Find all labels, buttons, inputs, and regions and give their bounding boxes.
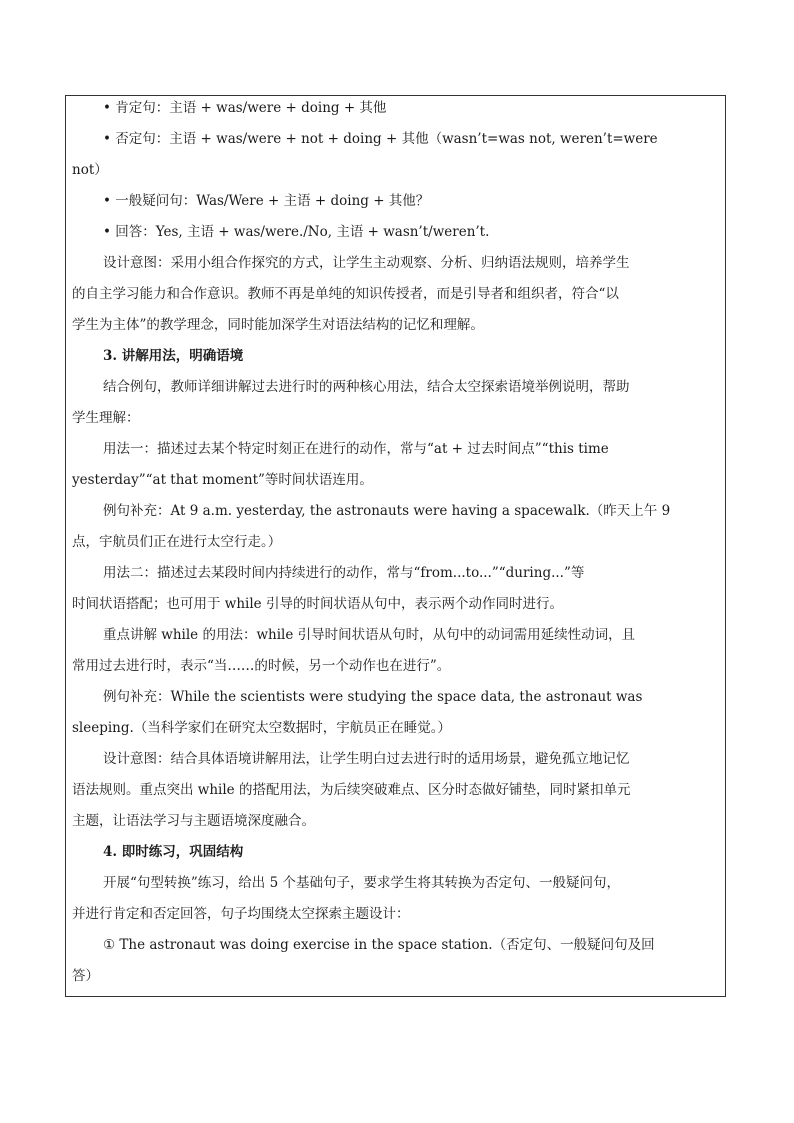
exercise-item-1: 答） [72,968,99,984]
exercise-item-1: ① The astronaut was doing exercise in the space station.（否定句、一般疑问句及回 [103,937,655,953]
body-paragraph: 结合例句，教师详细讲解过去进行时的两种核心用法，结合太空探索语境举例说明，帮助 [103,379,630,395]
rule-answer: • 回答：Yes, 主语 + was/were./No, 主语 + wasn’t/weren’t. [103,224,490,240]
rule-affirmative: • 肯定句：主语 + was/were + doing + 其他 [103,100,387,116]
design-intent-paragraph: 主题，让语法学习与主题语境深度融合。 [72,813,315,829]
design-intent-paragraph: 学生为主体”的教学理念，同时能加深学生对语法结构的记忆和理解。 [72,317,484,333]
usage-one-paragraph: 用法一：描述过去某个特定时刻正在进行的动作，常与“at + 过去时间点”“this time [103,441,609,457]
body-paragraph: 学生理解： [72,410,140,426]
section-heading-3: 3. 讲解用法，明确语境 [103,348,244,364]
practice-paragraph: 开展“句型转换”练习，给出 5 个基础句子，要求学生将其转换为否定句、一般疑问句， [103,875,620,891]
design-intent-paragraph: 设计意图：结合具体语境讲解用法，让学生明白过去进行时的适用场景，避免孤立地记忆 [103,751,630,767]
design-intent-paragraph: 的自主学习能力和合作意识。教师不再是单纯的知识传授者，而是引导者和组织者，符合“以 [72,286,619,302]
usage-two-paragraph: 用法二：描述过去某段时间内持续进行的动作，常与“from...to...”“during...”等 [103,565,585,581]
example-paragraph: 例句补充：At 9 a.m. yesterday, the astronauts were having a spacewalk.（昨天上午 9 [103,503,671,519]
example-paragraph: 例句补充：While the scientists were studying the space data, the astronaut was [103,689,643,705]
usage-one-paragraph: yesterday”“at that moment”等时间状语连用。 [72,472,373,488]
rule-negative: • 否定句：主语 + was/were + not + doing + 其他（wasn’t=was not, weren’t=were [103,131,658,147]
section-heading-4: 4. 即时练习，巩固结构 [103,844,244,860]
example-paragraph: 点，宇航员们正在进行太空行走。） [72,534,282,550]
design-intent-paragraph: 语法规则。重点突出 while 的搭配用法，为后续突破难点、区分时态做好铺垫，同时紧扣单元 [72,782,631,798]
example-paragraph: sleeping.（当科学家们在研究太空数据时，宇航员正在睡觉。） [72,720,452,736]
practice-paragraph: 并进行肯定和否定回答，句子均围绕太空探索主题设计： [72,906,410,922]
rule-negative-cont: not） [72,162,108,178]
usage-two-paragraph: 时间状语搭配；也可用于 while 引导的时间状语从句中，表示两个动作同时进行。 [72,596,563,612]
rule-question: • 一般疑问句：Was/Were + 主语 + doing + 其他？ [103,193,430,209]
while-usage-paragraph: 常用过去进行时，表示“当……的时候，另一个动作也在进行”。 [72,658,451,674]
while-usage-paragraph: 重点讲解 while 的用法：while 引导时间状语从句时，从句中的动词需用延续性动词，且 [103,627,636,643]
design-intent-paragraph: 设计意图：采用小组合作探究的方式，让学生主动观察、分析、归纳语法规则，培养学生 [103,255,630,271]
